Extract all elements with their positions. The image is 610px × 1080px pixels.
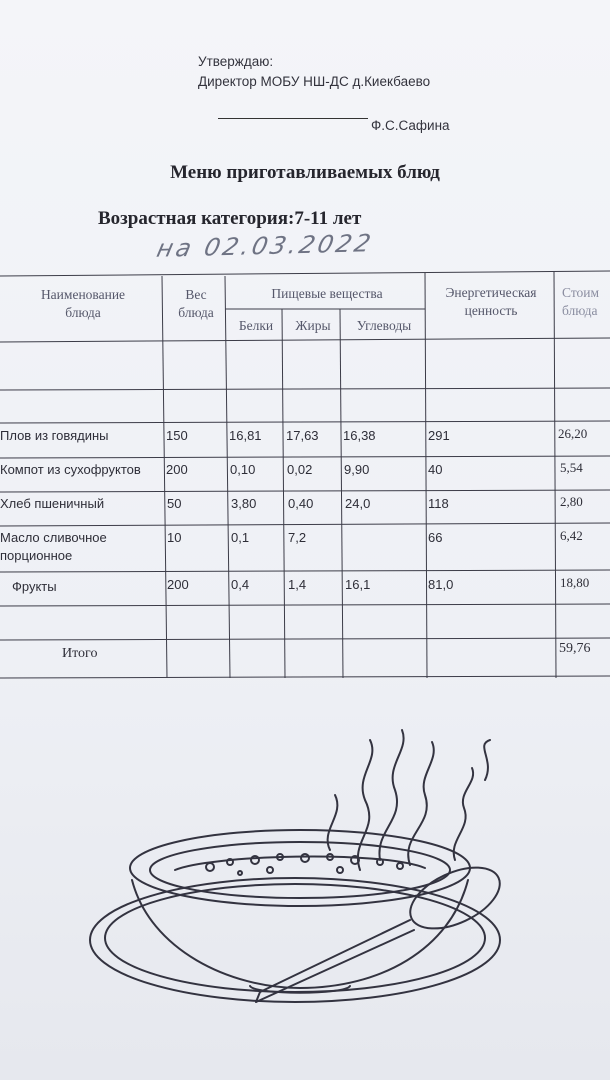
- dish-energy: 40: [428, 462, 443, 477]
- dish-fats: 7,2: [288, 530, 307, 545]
- dish-cost: 2,80: [560, 494, 583, 509]
- col-header-cost-line1: Стоим: [562, 285, 600, 300]
- dish-energy: 81,0: [428, 577, 454, 592]
- dish-name: Компот из сухофруктов: [0, 462, 141, 477]
- approval-position: Директор МОБУ НШ-ДС д.Киекбаево: [198, 74, 431, 89]
- dish-proteins: 0,10: [230, 462, 256, 477]
- col-header-name: [8, 286, 158, 322]
- col-header-weight: [164, 286, 228, 322]
- dish-carbs: 24,0: [345, 496, 371, 511]
- dish-name: Плов из говядины: [0, 428, 109, 443]
- col-header-name-line1: Наименование: [40, 287, 126, 302]
- total-label: Итого: [62, 646, 98, 661]
- dish-carbs: 9,90: [344, 462, 370, 477]
- dish-energy: 291: [428, 428, 450, 443]
- signer-name: Ф.С.Сафина: [371, 118, 450, 133]
- col-header-energy: [427, 284, 555, 320]
- dish-fats: 1,4: [288, 577, 307, 592]
- col-header-nutrients: Пищевые вещества: [271, 286, 383, 301]
- col-header-energy-line1: Энергетическая: [445, 285, 537, 300]
- age-category: Возрастная категория:7-11 лет: [98, 208, 362, 229]
- col-header-weight-line1: Вес: [185, 287, 207, 302]
- dish-weight: 150: [166, 428, 188, 443]
- col-header-fats: Жиры: [295, 318, 331, 333]
- dish-weight: 200: [166, 462, 188, 477]
- dish-name-line2: порционное: [0, 548, 73, 563]
- dish-carbs: 16,1: [345, 577, 371, 592]
- dish-name: Масло сливочное: [0, 530, 107, 545]
- soup-bowl-icon: [80, 720, 530, 1050]
- dish-cost: 26,20: [558, 426, 588, 441]
- dish-fats: 0,40: [288, 496, 314, 511]
- dish-cost: 5,54: [560, 460, 583, 475]
- col-header-name-line2: блюда: [65, 305, 101, 320]
- dish-name: Фрукты: [12, 579, 57, 594]
- dish-proteins: 0,4: [231, 577, 250, 592]
- col-header-weight-line2: блюда: [178, 305, 214, 320]
- col-header-energy-line2: ценность: [464, 303, 518, 318]
- handwritten-date: на 02.03.2022: [154, 229, 377, 263]
- total-cost: 59,76: [559, 641, 591, 656]
- dish-energy: 66: [428, 530, 443, 545]
- col-header-cost: [562, 284, 610, 320]
- dish-fats: 17,63: [286, 428, 319, 443]
- dish-cost: 6,42: [560, 528, 583, 543]
- page-title: Меню приготавливаемых блюд: [170, 162, 440, 183]
- dish-weight: 200: [167, 577, 189, 592]
- dish-proteins: 16,81: [229, 428, 262, 443]
- dish-carbs: 16,38: [343, 428, 376, 443]
- dish-proteins: 0,1: [231, 530, 250, 545]
- col-header-cost-line2: блюда: [562, 303, 598, 318]
- col-header-carbs: Углеводы: [356, 318, 412, 333]
- dish-name: Хлеб пшеничный: [0, 496, 105, 511]
- dish-weight: 50: [167, 496, 182, 511]
- dish-fats: 0,02: [287, 462, 313, 477]
- dish-cost: 18,80: [560, 575, 590, 590]
- col-header-proteins: Белки: [238, 318, 274, 333]
- dish-weight: 10: [167, 530, 182, 545]
- dish-energy: 118: [428, 496, 449, 511]
- approval-heading: Утверждаю:: [198, 54, 274, 69]
- dish-proteins: 3,80: [231, 496, 257, 511]
